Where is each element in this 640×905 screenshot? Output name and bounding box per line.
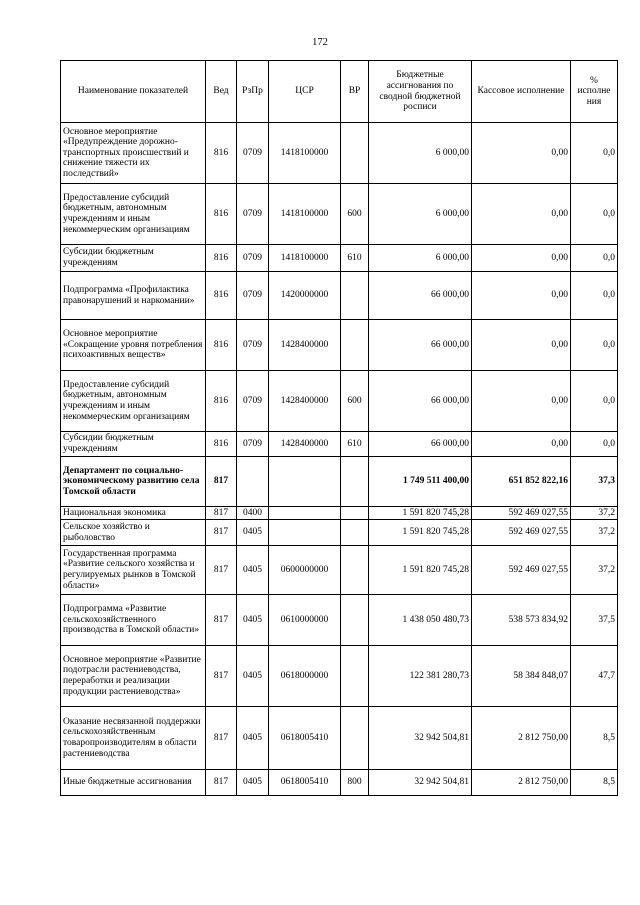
cell-vr — [341, 546, 369, 595]
cell-cash: 0,00 — [472, 272, 571, 320]
cell-assign: 66 000,00 — [369, 272, 472, 320]
cell-csr: 0610000000 — [269, 595, 341, 646]
cell-ved: 817 — [206, 520, 237, 546]
table-row — [61, 770, 618, 796]
cell-csr: 0618000000 — [269, 646, 341, 707]
cell-vr — [341, 646, 369, 707]
cell-pct: 0,0 — [571, 272, 618, 320]
cell-cash: 592 469 027,55 — [472, 520, 571, 546]
cell-name: Предоставление субсидий бюджетным, автономным учреждениям и иным некоммерческим организациям — [61, 184, 206, 245]
cell-csr — [269, 457, 341, 507]
cell-csr: 1428400000 — [269, 320, 341, 371]
cell-vr — [341, 707, 369, 770]
cell-ved: 816 — [206, 245, 237, 272]
header-cash: Кассовое исполнение — [472, 61, 571, 123]
cell-vr — [341, 507, 369, 520]
cell-pct: 37,2 — [571, 520, 618, 546]
header-row — [61, 61, 618, 123]
cell-name: Оказание несвязанной поддержки сельскохозяйственным товаропроизводителям в области растениеводства — [61, 707, 206, 770]
cell-vr: 800 — [341, 770, 369, 796]
cell-name: Департамент по социально-экономическому развитию села Томской области — [61, 457, 206, 507]
cell-assign: 66 000,00 — [369, 371, 472, 432]
cell-pct: 0,0 — [571, 123, 618, 184]
cell-vr: 600 — [341, 371, 369, 432]
cell-name: Основное мероприятие «Сокращение уровня потребления психоактивных веществ» — [61, 320, 206, 371]
cell-cash: 651 852 822,16 — [472, 457, 571, 507]
cell-rzpr: 0709 — [237, 371, 269, 432]
cell-csr: 0618005410 — [269, 770, 341, 796]
cell-assign: 1 591 820 745,28 — [369, 507, 472, 520]
cell-cash: 0,00 — [472, 432, 571, 457]
cell-vr: 610 — [341, 245, 369, 272]
cell-rzpr — [237, 457, 269, 507]
cell-assign: 6 000,00 — [369, 245, 472, 272]
cell-cash: 58 384 848,07 — [472, 646, 571, 707]
cell-rzpr: 0405 — [237, 646, 269, 707]
cell-pct: 0,0 — [571, 184, 618, 245]
cell-assign: 66 000,00 — [369, 432, 472, 457]
cell-ved: 816 — [206, 184, 237, 245]
cell-ved: 817 — [206, 707, 237, 770]
table-row — [61, 646, 618, 707]
cell-csr: 1428400000 — [269, 371, 341, 432]
cell-name: Основное мероприятие «Развитие подотрасли растениеводства, переработки и реализации продукции растениеводства» — [61, 646, 206, 707]
table-row — [61, 245, 618, 272]
cell-pct: 47,7 — [571, 646, 618, 707]
cell-cash: 0,00 — [472, 245, 571, 272]
header-ved: Вед — [206, 61, 237, 123]
cell-ved: 817 — [206, 507, 237, 520]
cell-ved: 816 — [206, 123, 237, 184]
budget-table — [60, 60, 618, 796]
cell-cash: 592 469 027,55 — [472, 507, 571, 520]
cell-name: Национальная экономика — [61, 507, 206, 520]
cell-vr: 610 — [341, 432, 369, 457]
cell-cash: 592 469 027,55 — [472, 546, 571, 595]
cell-name: Иные бюджетные ассигнования — [61, 770, 206, 796]
cell-pct: 37,5 — [571, 595, 618, 646]
cell-pct: 0,0 — [571, 245, 618, 272]
page-number: 172 — [312, 37, 328, 48]
cell-csr — [269, 507, 341, 520]
cell-rzpr: 0709 — [237, 123, 269, 184]
table-row — [61, 320, 618, 371]
cell-name: Субсидии бюджетным учреждениям — [61, 432, 206, 457]
cell-pct: 8,5 — [571, 707, 618, 770]
cell-pct: 37,2 — [571, 546, 618, 595]
cell-rzpr: 0709 — [237, 320, 269, 371]
cell-assign: 122 381 280,73 — [369, 646, 472, 707]
cell-assign: 1 591 820 745,28 — [369, 546, 472, 595]
cell-assign: 1 749 511 400,00 — [369, 457, 472, 507]
cell-cash: 538 573 834,92 — [472, 595, 571, 646]
cell-rzpr: 0709 — [237, 184, 269, 245]
cell-assign: 1 591 820 745,28 — [369, 520, 472, 546]
header-name: Наименование показателей — [61, 61, 206, 123]
cell-pct: 0,0 — [571, 320, 618, 371]
header-rzpr: РзПр — [237, 61, 269, 123]
cell-pct: 0,0 — [571, 432, 618, 457]
cell-csr: 0618005410 — [269, 707, 341, 770]
header-assign: Бюджетные ассигнования по сводной бюджетной росписи — [369, 61, 472, 123]
table-row — [61, 457, 618, 507]
header-csr: ЦСР — [269, 61, 341, 123]
cell-vr — [341, 457, 369, 507]
cell-rzpr: 0405 — [237, 520, 269, 546]
table-row — [61, 520, 618, 546]
cell-rzpr: 0405 — [237, 546, 269, 595]
cell-ved: 817 — [206, 595, 237, 646]
table-row — [61, 123, 618, 184]
cell-assign: 1 438 050 480,73 — [369, 595, 472, 646]
cell-assign: 6 000,00 — [369, 123, 472, 184]
cell-rzpr: 0709 — [237, 272, 269, 320]
cell-vr: 600 — [341, 184, 369, 245]
cell-vr — [341, 123, 369, 184]
cell-assign: 6 000,00 — [369, 184, 472, 245]
cell-csr: 1420000000 — [269, 272, 341, 320]
cell-assign: 66 000,00 — [369, 320, 472, 371]
cell-name: Предоставление субсидий бюджетным, автономным учреждениям и иным некоммерческим организациям — [61, 371, 206, 432]
cell-csr: 1418100000 — [269, 123, 341, 184]
cell-cash: 2 812 750,00 — [472, 770, 571, 796]
cell-ved: 816 — [206, 432, 237, 457]
cell-cash: 0,00 — [472, 123, 571, 184]
cell-name: Субсидии бюджетным учреждениям — [61, 245, 206, 272]
table-row — [61, 595, 618, 646]
cell-vr — [341, 520, 369, 546]
cell-rzpr: 0400 — [237, 507, 269, 520]
cell-pct: 37,3 — [571, 457, 618, 507]
cell-cash: 0,00 — [472, 184, 571, 245]
table-row — [61, 272, 618, 320]
cell-pct: 37,2 — [571, 507, 618, 520]
header-vr: ВР — [341, 61, 369, 123]
cell-vr — [341, 272, 369, 320]
cell-ved: 816 — [206, 320, 237, 371]
cell-ved: 817 — [206, 546, 237, 595]
cell-rzpr: 0709 — [237, 245, 269, 272]
table-row — [61, 707, 618, 770]
cell-ved: 816 — [206, 272, 237, 320]
cell-name: Подпрограмма «Профилактика правонарушений и наркомании» — [61, 272, 206, 320]
cell-rzpr: 0405 — [237, 770, 269, 796]
cell-rzpr: 0405 — [237, 707, 269, 770]
cell-csr: 1428400000 — [269, 432, 341, 457]
cell-name: Сельское хозяйство и рыболовство — [61, 520, 206, 546]
cell-csr: 0600000000 — [269, 546, 341, 595]
cell-ved: 817 — [206, 457, 237, 507]
cell-ved: 816 — [206, 371, 237, 432]
cell-rzpr: 0709 — [237, 432, 269, 457]
cell-csr: 1418100000 — [269, 184, 341, 245]
cell-ved: 817 — [206, 770, 237, 796]
cell-csr: 1418100000 — [269, 245, 341, 272]
cell-rzpr: 0405 — [237, 595, 269, 646]
cell-assign: 32 942 504,81 — [369, 707, 472, 770]
table-row — [61, 371, 618, 432]
cell-cash: 0,00 — [472, 320, 571, 371]
cell-cash: 0,00 — [472, 371, 571, 432]
cell-name: Основное мероприятие «Предупреждение дорожно-транспортных происшествий и снижение тяжести их последствий» — [61, 123, 206, 184]
cell-vr — [341, 595, 369, 646]
cell-name: Государственная программа «Развитие сельского хозяйства и регулируемых рынков в Томской области» — [61, 546, 206, 595]
cell-pct: 0,0 — [571, 371, 618, 432]
cell-cash: 2 812 750,00 — [472, 707, 571, 770]
table-row — [61, 184, 618, 245]
header-pct: % исполне ния — [571, 61, 618, 123]
cell-ved: 817 — [206, 646, 237, 707]
cell-assign: 32 942 504,81 — [369, 770, 472, 796]
table-row — [61, 432, 618, 457]
cell-csr — [269, 520, 341, 546]
cell-vr — [341, 320, 369, 371]
cell-pct: 8,5 — [571, 770, 618, 796]
cell-name: Подпрограмма «Развитие сельскохозяйственного производства в Томской области» — [61, 595, 206, 646]
table-row — [61, 507, 618, 520]
table-row — [61, 546, 618, 595]
